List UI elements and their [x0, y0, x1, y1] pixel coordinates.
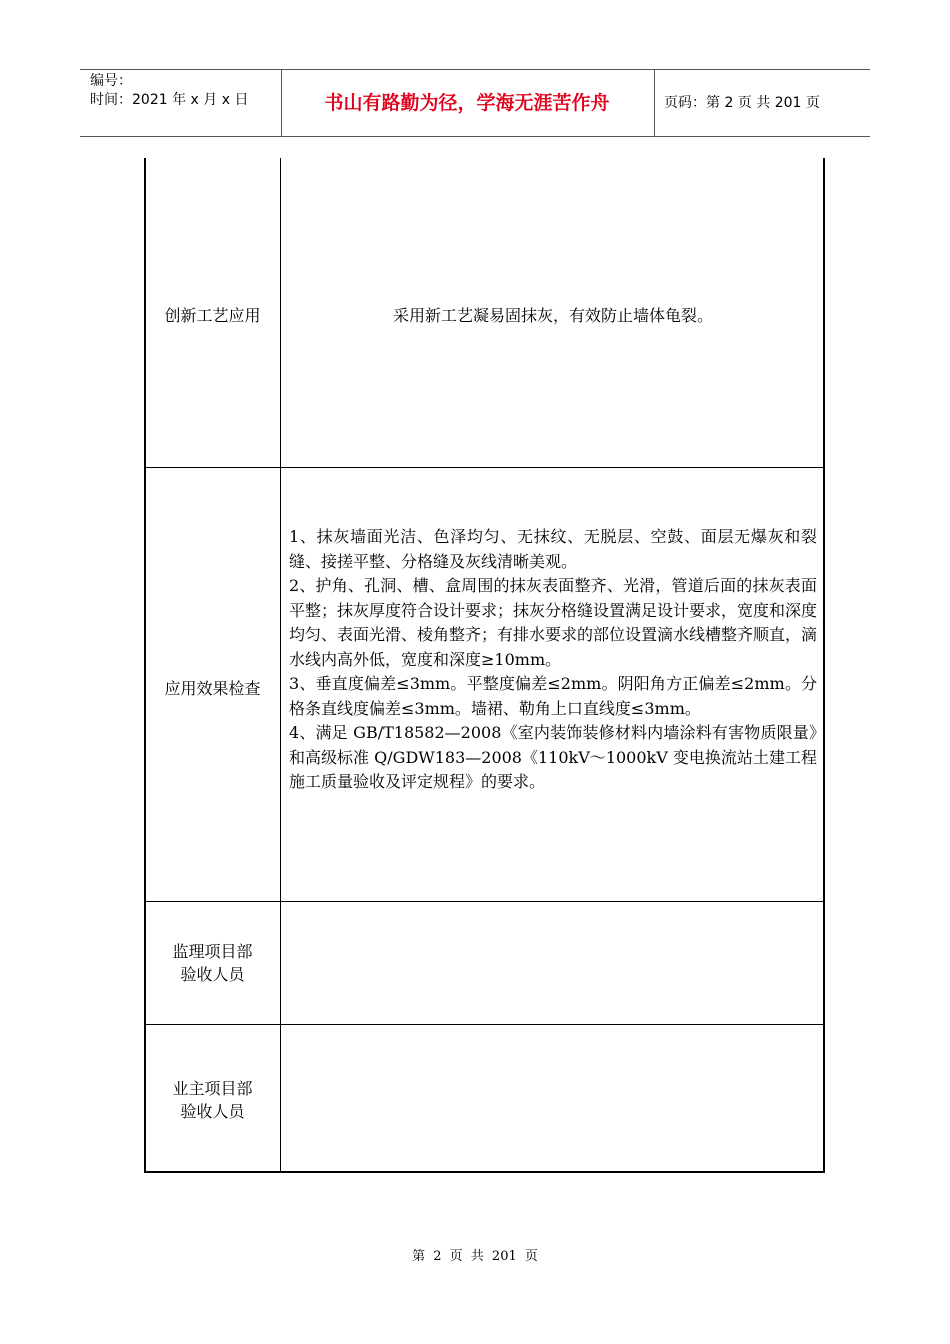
- row-label-supervision: 监理项目部 验收人员: [172, 942, 253, 984]
- table-column-divider: [280, 158, 281, 1172]
- header-motto: 书山有路勤为径，学海无涯苦作舟: [324, 92, 610, 114]
- row-label-effect-check: 应用效果检查: [164, 679, 261, 698]
- header-top-rule: [80, 69, 870, 70]
- table-bottom-border: [144, 1171, 825, 1173]
- table-row-divider: [145, 1024, 824, 1025]
- check-item: 1、抹灰墙面光洁、色泽均匀、无抹纹、无脱层、空鼓、面层无爆灰和裂缝、接搓平整、分格缝及灰线清晰美观。: [289, 527, 817, 571]
- header-meta: [90, 72, 278, 110]
- row-label-owner: 业主项目部 验收人员: [172, 1079, 253, 1121]
- check-item: 4、满足 GB/T18582—2008《室内装饰装修材料内墙涂料有害物质限量》和高级标准 Q/GDW183—2008《110kV～1000kV 变电换流站土建工程施工质量验收及评定规程》的要求。: [289, 723, 817, 791]
- document-date: 时间：2021 年 x 月 x 日: [90, 92, 249, 108]
- header-bottom-rule: [80, 136, 870, 137]
- document-number-label: 编号：: [90, 73, 132, 89]
- check-item: 2、护角、孔洞、槽、盒周围的抹灰表面整齐、光滑，管道后面的抹灰表面平整；抹灰厚度符合设计要求；抹灰分格缝设置满足设计要求，宽度和深度均匀、表面光滑、棱角整齐；有排水要求的部位设置滴水线槽整齐顺直，滴水线内高外低，宽度和深度≥10mm。: [289, 576, 818, 669]
- header-divider-right: [654, 69, 655, 136]
- check-item: 3、垂直度偏差≤3mm。平整度偏差≤2mm。阴阳角方正偏差≤2mm。分格条直线度偏差≤3mm。墙裙、勒角上口直线度≤3mm。: [289, 674, 817, 718]
- row-content-effect-check: [289, 525, 817, 795]
- table-row-divider: [145, 467, 824, 468]
- page-footer: 第 2 页 共 201 页: [412, 1249, 538, 1264]
- table-row-divider: [145, 901, 824, 902]
- table-right-border: [823, 158, 825, 1172]
- header-page-info: 页码：第 2 页 共 201 页: [664, 95, 820, 111]
- row-content-innovation: 采用新工艺凝易固抹灰，有效防止墙体龟裂。: [392, 306, 713, 325]
- row-label-innovation: 创新工艺应用: [164, 306, 261, 325]
